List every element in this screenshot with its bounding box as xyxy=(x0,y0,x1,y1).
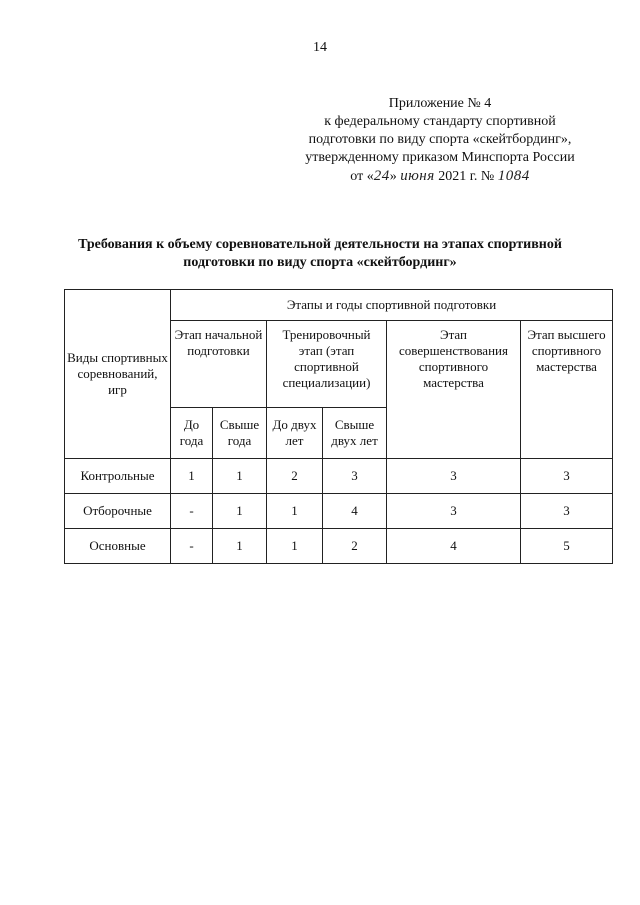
cell-value: 1 xyxy=(267,529,323,564)
cell-value: 3 xyxy=(521,459,613,494)
table-row xyxy=(65,494,613,529)
cell-value: 1 xyxy=(213,459,267,494)
handwritten-month: июня xyxy=(400,168,435,184)
header-competition-type: Виды спортивных соревнований, игр xyxy=(65,290,171,459)
cell-value: 3 xyxy=(387,494,521,529)
appendix-block xyxy=(290,95,590,186)
appendix-title: Приложение № 4 xyxy=(388,96,492,111)
row-label: Отборочные xyxy=(65,494,171,529)
cell-value: 4 xyxy=(323,494,387,529)
cell-value: 1 xyxy=(213,494,267,529)
cell-value: 3 xyxy=(387,459,521,494)
header-up-to-two-years: До двух лет xyxy=(267,408,323,459)
header-stage-training: Тренировочный этап (этап спортивной специализации) xyxy=(267,321,387,408)
document-title xyxy=(40,236,600,272)
requirements-table xyxy=(64,289,613,564)
cell-value: 3 xyxy=(323,459,387,494)
table-row xyxy=(65,529,613,564)
cell-value: 5 xyxy=(521,529,613,564)
cell-value: 1 xyxy=(213,529,267,564)
title-line-2: подготовки по виду спорта «скейтбординг» xyxy=(183,255,457,270)
cell-value: 4 xyxy=(387,529,521,564)
cell-value: - xyxy=(171,529,213,564)
appendix-line-2: подготовки по виду спорта «скейтбординг», xyxy=(308,132,572,147)
cell-value: 2 xyxy=(267,459,323,494)
cell-value: 3 xyxy=(521,494,613,529)
cell-value: - xyxy=(171,494,213,529)
cell-value: 2 xyxy=(323,529,387,564)
row-label: Контрольные xyxy=(65,459,171,494)
page-number: 14 xyxy=(313,40,327,55)
appendix-date-line xyxy=(290,167,590,186)
header-up-to-year: До года xyxy=(171,408,213,459)
order-year: 2021 г. № xyxy=(438,169,495,184)
header-stages: Этапы и годы спортивной подготовки xyxy=(171,290,613,321)
row-label: Основные xyxy=(65,529,171,564)
header-stage-initial: Этап начальной подготовки xyxy=(171,321,267,408)
handwritten-order-number: 1084 xyxy=(497,168,530,184)
cell-value: 1 xyxy=(171,459,213,494)
appendix-line-1: к федеральному стандарту спортивной xyxy=(324,114,556,129)
quote-close: » xyxy=(389,169,397,184)
title-line-1: Требования к объему соревновательной деятельности на этапах спортивной xyxy=(78,237,562,252)
header-over-two-years: Свыше двух лет xyxy=(323,408,387,459)
header-stage-highest: Этап высшего спортивного мастерства xyxy=(521,321,613,459)
cell-value: 1 xyxy=(267,494,323,529)
appendix-line-3: утвержденному приказом Минспорта России xyxy=(305,150,575,165)
handwritten-day: 24 xyxy=(373,168,390,184)
date-prefix: от « xyxy=(350,169,374,184)
table-row xyxy=(65,459,613,494)
header-stage-improvement: Этап совершенствования спортивного мастерства xyxy=(387,321,521,459)
header-over-year: Свыше года xyxy=(213,408,267,459)
